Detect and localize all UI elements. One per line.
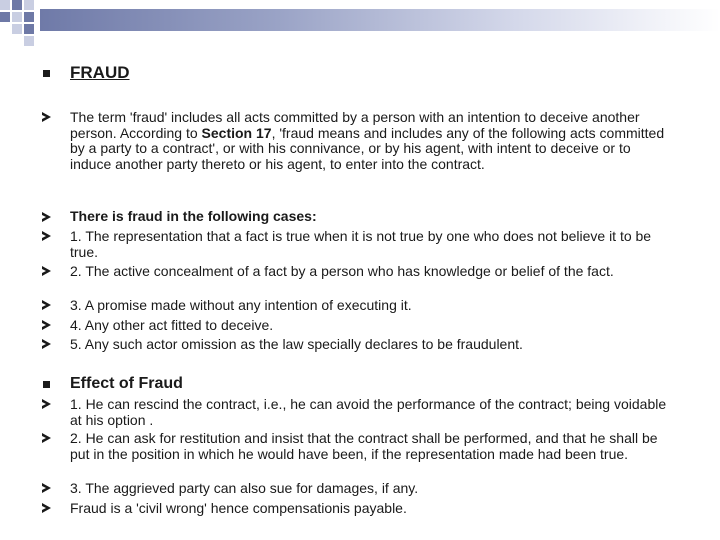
arrow-bullet-icon [42,503,51,513]
arrow-bullet-icon [42,266,51,276]
header-gradient-bar [40,9,720,31]
decor-square [0,0,10,10]
list-item: 5. Any such actor omission as the law specially declares to be fraudulent. [70,336,523,352]
arrow-bullet-icon [42,339,51,349]
list-item: 3. The aggrieved party can also sue for damages, if any. [70,480,419,496]
arrow-bullet-icon [42,483,51,493]
page-title: FRAUD [70,63,130,82]
list-item: 4. Any other act fitted to deceive. [70,317,274,333]
list-item: 3. A promise made without any intention of executing it. [70,297,412,313]
decor-square [24,12,34,22]
decor-square [0,12,10,22]
arrow-bullet-icon [42,112,51,122]
decor-square [24,36,34,46]
list-item: 1. He can rescind the contract, i.e., he can avoid the performance of the contract; being voidable at his option . [70,396,667,428]
effect-heading: Effect of Fraud [70,375,183,392]
list-item: Fraud is a 'civil wrong' hence compensationis payable. [70,500,407,516]
square-bullet-icon [43,70,50,77]
definition-part1: The term 'fraud' includes all acts committed by a person with an intention to deceive another person. According to [70,109,640,141]
square-bullet-icon [43,381,50,388]
arrow-bullet-icon [42,399,51,409]
arrow-bullet-icon [42,433,51,443]
decor-square [12,12,22,22]
definition-paragraph [70,110,670,172]
section-reference: Section 17 [201,124,272,141]
header-decoration [0,0,720,48]
decor-square [12,0,22,10]
list-item: 1. The representation that a fact is true when it is not true by one who does not believe it to be true. [70,228,652,260]
arrow-bullet-icon [42,231,51,241]
decor-square [24,0,34,10]
arrow-bullet-icon [42,300,51,310]
arrow-bullet-icon [42,320,51,330]
decor-square [12,24,22,34]
list-item: 2. The active concealment of a fact by a person who has knowledge or belief of the fact. [70,263,614,279]
arrow-bullet-icon [42,212,51,222]
decor-square [24,24,34,34]
list-item: 2. He can ask for restitution and insist that the contract shall be performed, and that he shall be put in the position in which he would have been, if the representation made had been true. [70,430,658,462]
cases-heading: There is fraud in the following cases: [70,208,317,224]
definition-part2: , 'fraud means and includes any of the following acts committed by a party to a contract', or with his connivance, or by his agent, with intent to deceive or to induce another party thereto or his agent, to enter into the contract. [70,124,665,172]
